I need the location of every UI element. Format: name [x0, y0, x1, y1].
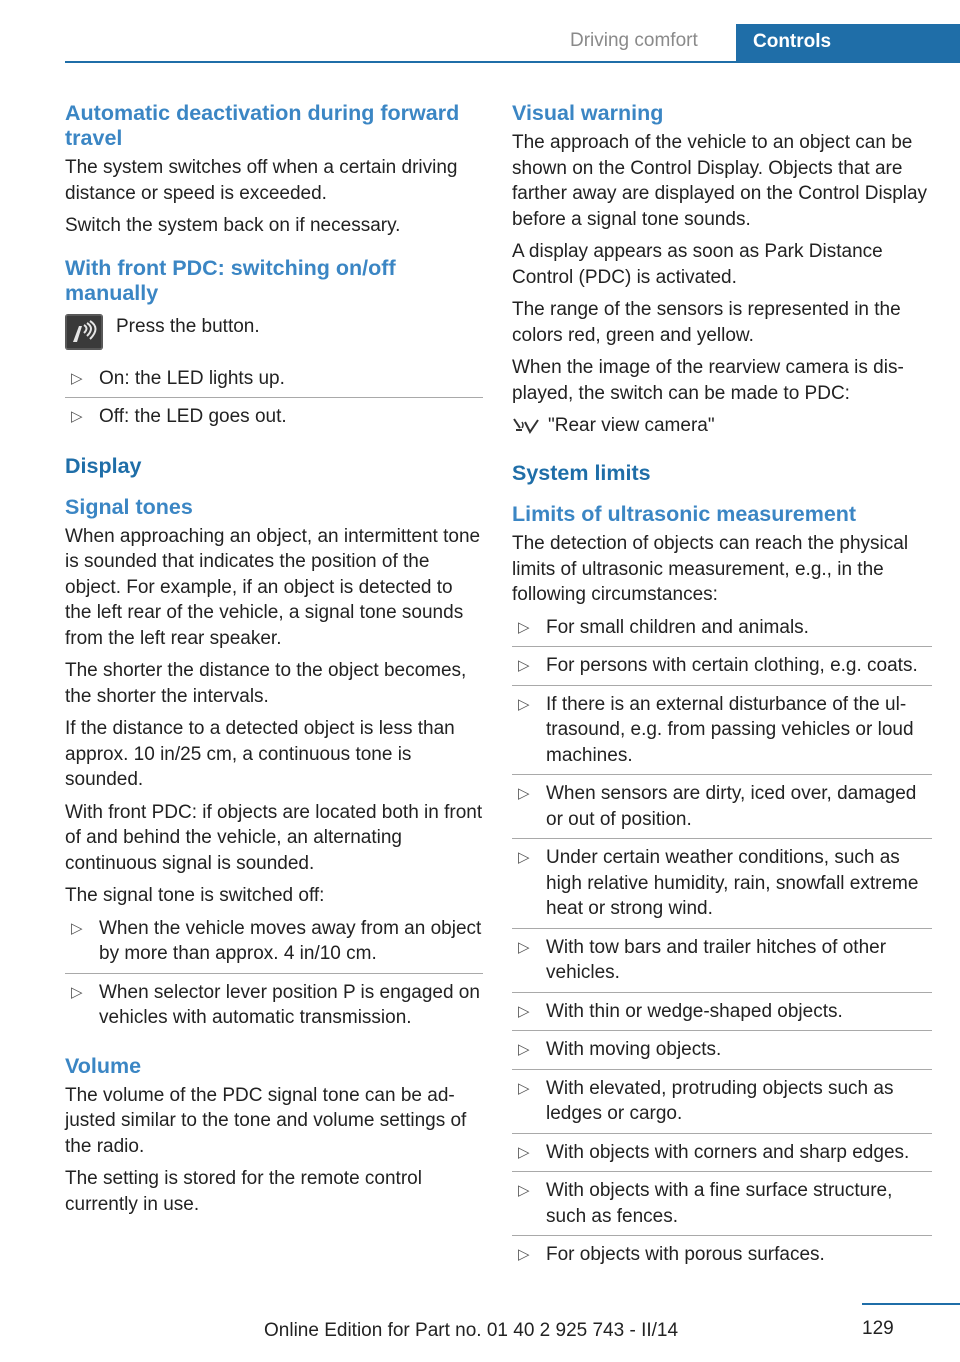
- press-button-row: [65, 310, 483, 354]
- triangle-bullet-icon: ▷: [518, 1143, 530, 1161]
- list-item: ▷ For persons with certain clothing, e.g. coats.: [512, 646, 932, 685]
- list-item: ▷ With moving objects.: [512, 1030, 932, 1069]
- visual-text-1: The approach of the vehicle to an object can be shown on the Control Display. Objects that are farther away are displayed on the Control Display before a signal tone sounds.: [512, 132, 928, 230]
- footer-rule: [862, 1303, 960, 1305]
- list-item: ▷ If there is an external disturbance of the ultrasound, e.g. from passing vehicles or loud machines.: [512, 685, 932, 775]
- edition-note: Online Edition for Part no. 01 40 2 925 743 - II/14: [264, 1320, 679, 1341]
- triangle-bullet-icon: ▷: [518, 785, 530, 802]
- visual-text-4: When the image of the rearview camera is displayed, the switch can be made to PDC:: [512, 357, 904, 404]
- signal-text-1: When approaching an object, an intermittent tone is sounded that indicates the position of the object. For example, if an object is detected to the left rear of the vehicle, a signal tone sounds from the left rear speaker.: [65, 525, 481, 649]
- left-column: [65, 101, 483, 1224]
- signal-text-2: The shorter the distance to the object becomes, the shorter the intervals.: [65, 660, 467, 707]
- triangle-bullet-icon: ▷: [518, 1182, 530, 1199]
- header-rule: [65, 61, 960, 63]
- list-item: ▷ Under certain weather conditions, such as high relative humidity, rain, snowfall extreme heat or strong wind.: [512, 838, 932, 928]
- triangle-bullet-icon: ▷: [71, 983, 83, 1001]
- signal-text-4: With front PDC: if objects are located both in front of and behind the vehicle, an alternating continuous signal is sounded.: [65, 801, 483, 874]
- visual-text-2: A display appears as soon as Park Distance Control (PDC) is activated.: [512, 241, 883, 288]
- list-item: ▷ With tow bars and trailer hitches of other vehicles.: [512, 928, 932, 992]
- system-limits-heading: System limits: [512, 461, 651, 485]
- header-chapter-tab: [736, 24, 960, 63]
- triangle-bullet-icon: ▷: [518, 1079, 530, 1097]
- header-chapter-title: Controls: [753, 31, 832, 52]
- display-heading: Display: [65, 453, 142, 478]
- triangle-bullet-icon: ▷: [518, 1041, 530, 1058]
- ultrasonic-limits-heading: Limits of ultrasonic measurement: [512, 502, 857, 526]
- triangle-bullet-icon: ▷: [71, 369, 83, 387]
- list-item: ▷ With objects with corners and sharp edges.: [512, 1133, 932, 1172]
- signal-text-5: The signal tone is switched off:: [65, 885, 325, 906]
- triangle-bullet-icon: ▷: [518, 849, 530, 866]
- triangle-bullet-icon: ▷: [518, 657, 530, 674]
- pdc-button-icon: [65, 314, 103, 350]
- signal-tones-heading: Signal tones: [65, 494, 193, 519]
- list-item: ▷ On: the LED lights up.: [65, 366, 483, 398]
- triangle-bullet-icon: ▷: [518, 1002, 530, 1020]
- front-pdc-heading: With front PDC: switching on/off manually: [65, 255, 396, 305]
- auto-deactivation-text-2: Switch the system back on if necessary.: [65, 215, 401, 236]
- volume-text-1: The volume of the PDC signal tone can be adjusted similar to the tone and volume settings of the radio.: [65, 1084, 467, 1157]
- visual-text-3: The range of the sensors is represented in the colors red, green and yellow.: [512, 299, 901, 346]
- triangle-bullet-icon: ▷: [518, 938, 530, 956]
- triangle-bullet-icon: ▷: [71, 408, 83, 425]
- signal-text-3: If the distance to a detected object is less than approx. 10 in/25 cm, a continuous tone is sounded.: [65, 718, 455, 790]
- visual-warning-heading: Visual warning: [512, 101, 664, 125]
- list-item: ▷ Off: the LED goes out.: [65, 397, 483, 436]
- rear-view-camera-icon: [512, 416, 540, 438]
- volume-heading: Volume: [65, 1053, 142, 1078]
- header-section-title: Driving comfort: [570, 30, 698, 51]
- list-item: ▷ When the vehicle moves away from an object by more than approx. 4 in/10 cm.: [71, 917, 482, 964]
- signal-off-list: [65, 916, 483, 1037]
- page-number: 129: [862, 1318, 894, 1339]
- triangle-bullet-icon: ▷: [71, 919, 83, 937]
- auto-deactivation-heading: Automatic deactivation during forward travel: [65, 101, 460, 150]
- auto-deactivation-text-1: The system switches off when a certain driving distance or speed is exceeded.: [65, 157, 458, 204]
- list-item: ▷ For objects with porous surfaces.: [512, 1235, 932, 1274]
- rear-view-camera-label: "Rear view camera": [548, 415, 715, 436]
- triangle-bullet-icon: ▷: [518, 618, 530, 636]
- list-item: ▷ When selector lever position P is engaged on vehicles with automatic transmission.: [65, 973, 483, 1037]
- right-column: [512, 101, 932, 1288]
- ultrasonic-list: [512, 615, 932, 1274]
- volume-text-2: The setting is stored for the remote control currently in use.: [65, 1168, 422, 1215]
- list-item: ▷ With thin or wedge-shaped objects.: [512, 992, 932, 1031]
- list-item: ▷ For small children and animals.: [512, 615, 932, 647]
- list-item: ▷ When sensors are dirty, iced over, damaged or out of position.: [512, 774, 932, 838]
- onoff-list: [65, 366, 483, 436]
- list-item: ▷ With objects with a fine surface structure, such as fences.: [512, 1171, 932, 1235]
- press-button-text: Press the button.: [116, 315, 260, 337]
- ultrasonic-text: The detection of objects can reach the physical limits of ultrasonic measurement, e.g., in the following circumstances:: [512, 533, 909, 605]
- list-item: ▷ With elevated, protruding objects such as ledges or cargo.: [512, 1069, 932, 1133]
- triangle-bullet-icon: ▷: [518, 695, 530, 713]
- triangle-bullet-icon: ▷: [518, 1246, 530, 1263]
- rear-view-camera-row: [512, 413, 932, 443]
